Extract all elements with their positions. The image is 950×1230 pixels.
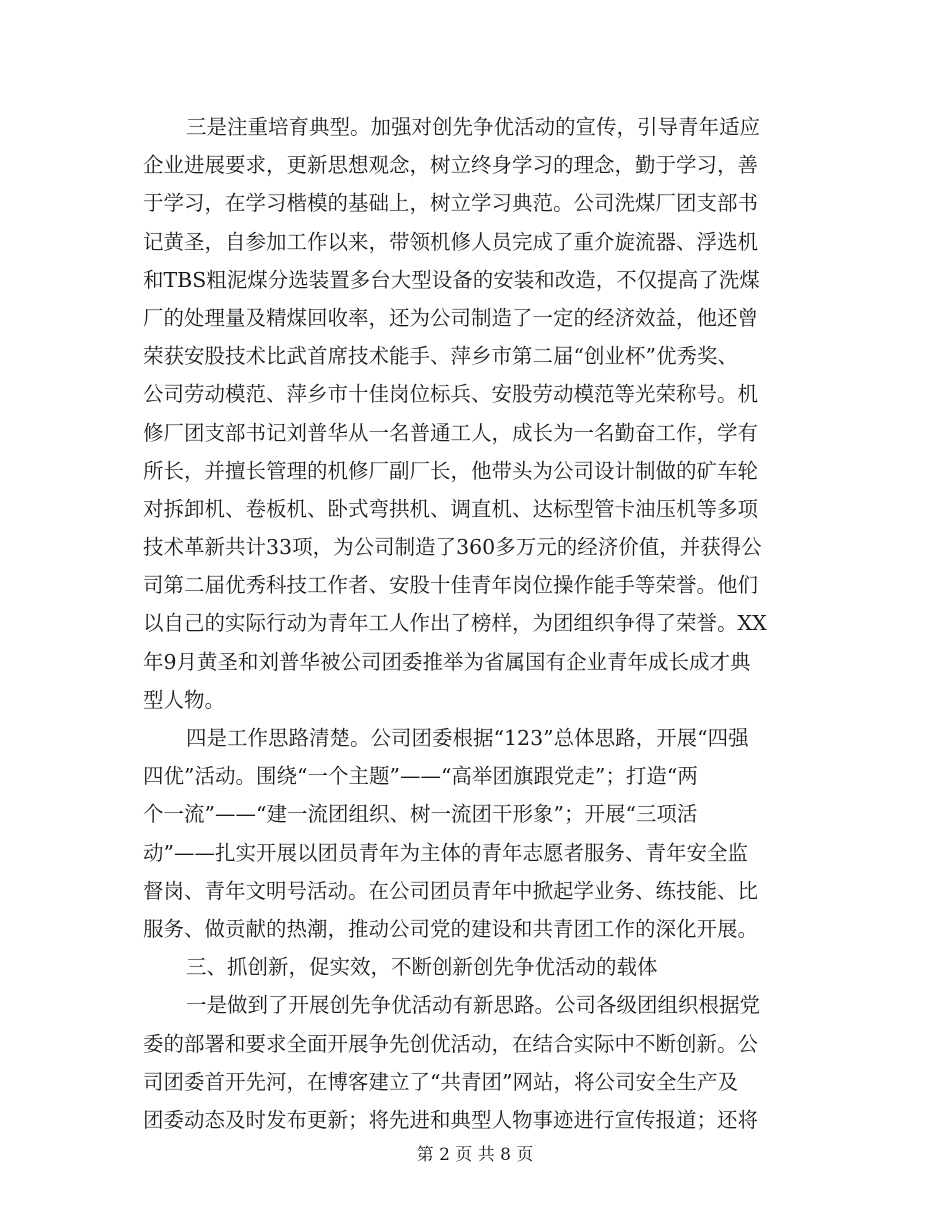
text-line: 厂的处理量及精煤回收率，还为公司制造了一定的经济效益，他还曾 [143,305,758,330]
text-line: 和TBS粗泥煤分选装置多台大型设备的安装和改造，不仅提高了洗煤 [143,267,760,292]
text-line: 年9月黄圣和刘普华被公司团委推举为省属国有企业青年成长成才典 [143,649,751,674]
text-line: 企业进展要求，更新思想观念，树立终身学习的理念，勤于学习，善 [143,153,758,178]
text-line: 四是工作思路清楚。公司团委根据“123”总体思路，开展“四强 [186,726,749,750]
text-line: 以自己的实际行动为青年工人作出了榜样，为团组织争得了荣誉。XX [143,611,767,636]
text-line: 督岗、青年文明号活动。在公司团员青年中掀起学业务、练技能、比 [143,878,758,903]
text-line: 型人物。 [143,687,225,712]
text-line: 四优”活动。围绕“一个主题”——“高举团旗跟党走”；打造“两 [143,764,698,789]
text-line: 动”——扎实开展以团员青年为主体的青年志愿者服务、青年安全监 [143,840,748,865]
text-line: 荣获安股技术比武首席技术能手、萍乡市第二届“创业杯”优秀奖、 [143,344,738,369]
text-line: 修厂团支部书记刘普华从一名普通工人，成长为一名勤奋工作，学有 [143,420,758,445]
page-footer: 第 2 页 共 8 页 [416,1145,534,1165]
text-line: 三是注重培育典型。加强对创先争优活动的宣传，引导青年适应 [186,115,760,139]
text-line: 技术革新共计33项，为公司制造了360多万元的经济价值，并获得公 [143,535,762,560]
text-line: 记黄圣，自参加工作以来，带领机修人员完成了重介旋流器、浮选机 [143,229,758,254]
text-line: 一是做到了开展创先争优活动有新思路。公司各级团组织根据党 [186,993,760,1018]
text-line: 服务、做贡献的热潮，推动公司党的建设和共青团工作的深化开展。 [143,916,758,941]
text-line: 委的部署和要求全面开展争先创优活动，在结合实际中不断创新。公 [143,1031,758,1056]
text-line: 所长，并擅长管理的机修厂副厂长，他带头为公司设计制做的矿车轮 [143,458,758,483]
text-line: 公司劳动模范、萍乡市十佳岗位标兵、安股劳动模范等光荣称号。机 [143,382,758,407]
text-line: 团委动态及时发布更新；将先进和典型人物事迹进行宣传报道；还将 [143,1107,758,1132]
body-text [143,108,808,1139]
text-line: 司团委首开先河，在博客建立了“共青团”网站，将公司安全生产及 [143,1069,738,1094]
text-line: 三、抓创新，促实效，不断创新创先争优活动的载体 [186,955,658,980]
text-line: 对拆卸机、卷板机、卧式弯拱机、调直机、达标型管卡油压机等多项 [143,496,758,521]
text-line: 个一流”——“建一流团组织、树一流团干形象”；开展“三项活 [143,802,698,827]
text-line: 司第二届优秀科技工作者、安股十佳青年岗位操作能手等荣誉。他们 [143,573,758,598]
text-line: 于学习，在学习楷模的基础上，树立学习典范。公司洗煤厂团支部书 [143,191,758,216]
